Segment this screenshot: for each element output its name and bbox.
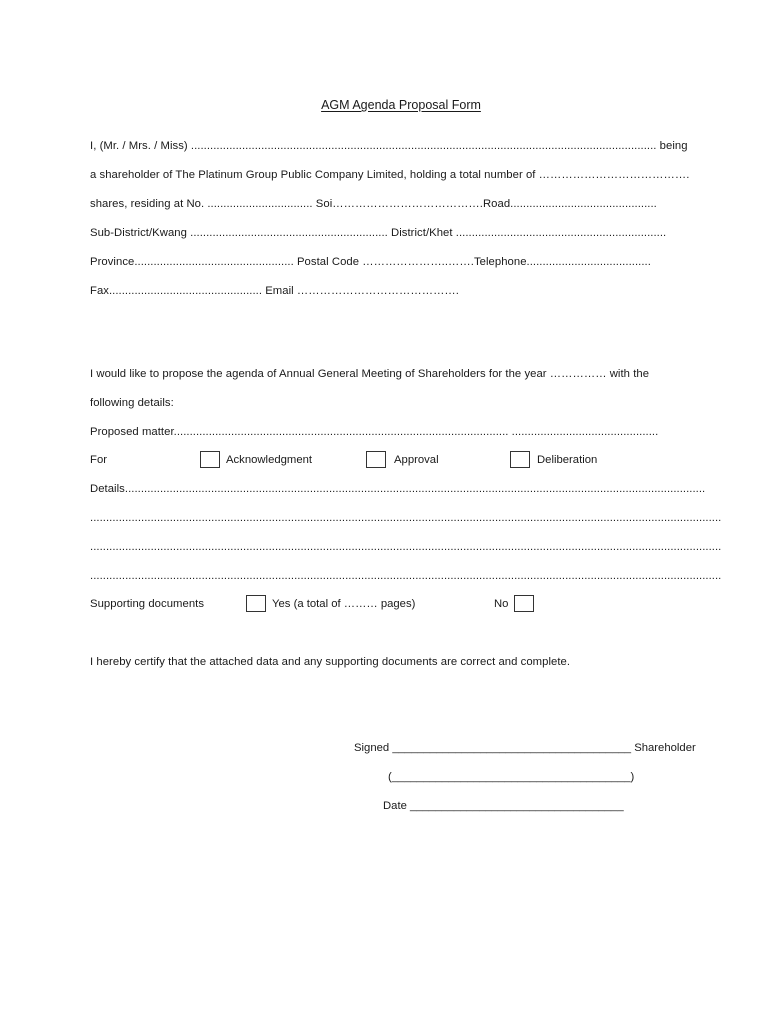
- form-title: AGM Agenda Proposal Form: [321, 98, 481, 112]
- deliberation-checkbox[interactable]: [510, 451, 530, 468]
- details-line: ......................................................................................................................................................................................................: [90, 512, 722, 524]
- province-line: Province.................................................. Postal Code …………………..…….Telephone.......................................: [90, 256, 651, 268]
- details-line: ......................................................................................................................................................................................................: [90, 570, 722, 582]
- supporting-no-checkbox[interactable]: [514, 595, 534, 612]
- acknowledgment-label: Acknowledgment: [226, 454, 313, 466]
- supporting-yes-checkbox[interactable]: [246, 595, 266, 612]
- shareholder-line: a shareholder of The Platinum Group Public Company Limited, holding a total number of ………………………………….: [90, 169, 690, 181]
- address-line: shares, residing at No. ................................. Soi………………………………….Road..............................................: [90, 198, 657, 210]
- approval-checkbox[interactable]: [366, 451, 386, 468]
- supporting-no-label: No: [494, 598, 509, 610]
- supporting-documents-label: Supporting documents: [90, 598, 205, 610]
- details-line: Details......................................................................................................................................................................................: [90, 483, 706, 495]
- date-line: Date __________________________________: [383, 800, 624, 812]
- approval-label: Approval: [394, 454, 439, 466]
- name-line: I, (Mr. / Mrs. / Miss) .................................................................................................................................................. being: [90, 140, 688, 152]
- proposed-matter-line: Proposed matter......................................................................................................... ..............................................: [90, 426, 659, 438]
- deliberation-label: Deliberation: [537, 454, 598, 466]
- propose-text: I would like to propose the agenda of Annual General Meeting of Shareholders for the year …………… with the: [90, 368, 650, 380]
- supporting-yes-label: Yes (a total of ……… pages): [272, 598, 416, 610]
- district-line: Sub-District/Kwang .............................................................. District/Khet ..................................................................: [90, 227, 667, 239]
- following-details-text: following details:: [90, 397, 174, 409]
- details-line: ......................................................................................................................................................................................................: [90, 541, 722, 553]
- acknowledgment-checkbox[interactable]: [200, 451, 220, 468]
- certify-text: I hereby certify that the attached data and any supporting documents are correct and complete.: [90, 656, 571, 668]
- signature-line: Signed ______________________________________ Shareholder: [354, 742, 696, 754]
- printed-name-line: (______________________________________): [388, 771, 635, 783]
- fax-email-line: Fax................................................ Email …………………………………….: [90, 285, 459, 297]
- for-label: For: [90, 454, 108, 466]
